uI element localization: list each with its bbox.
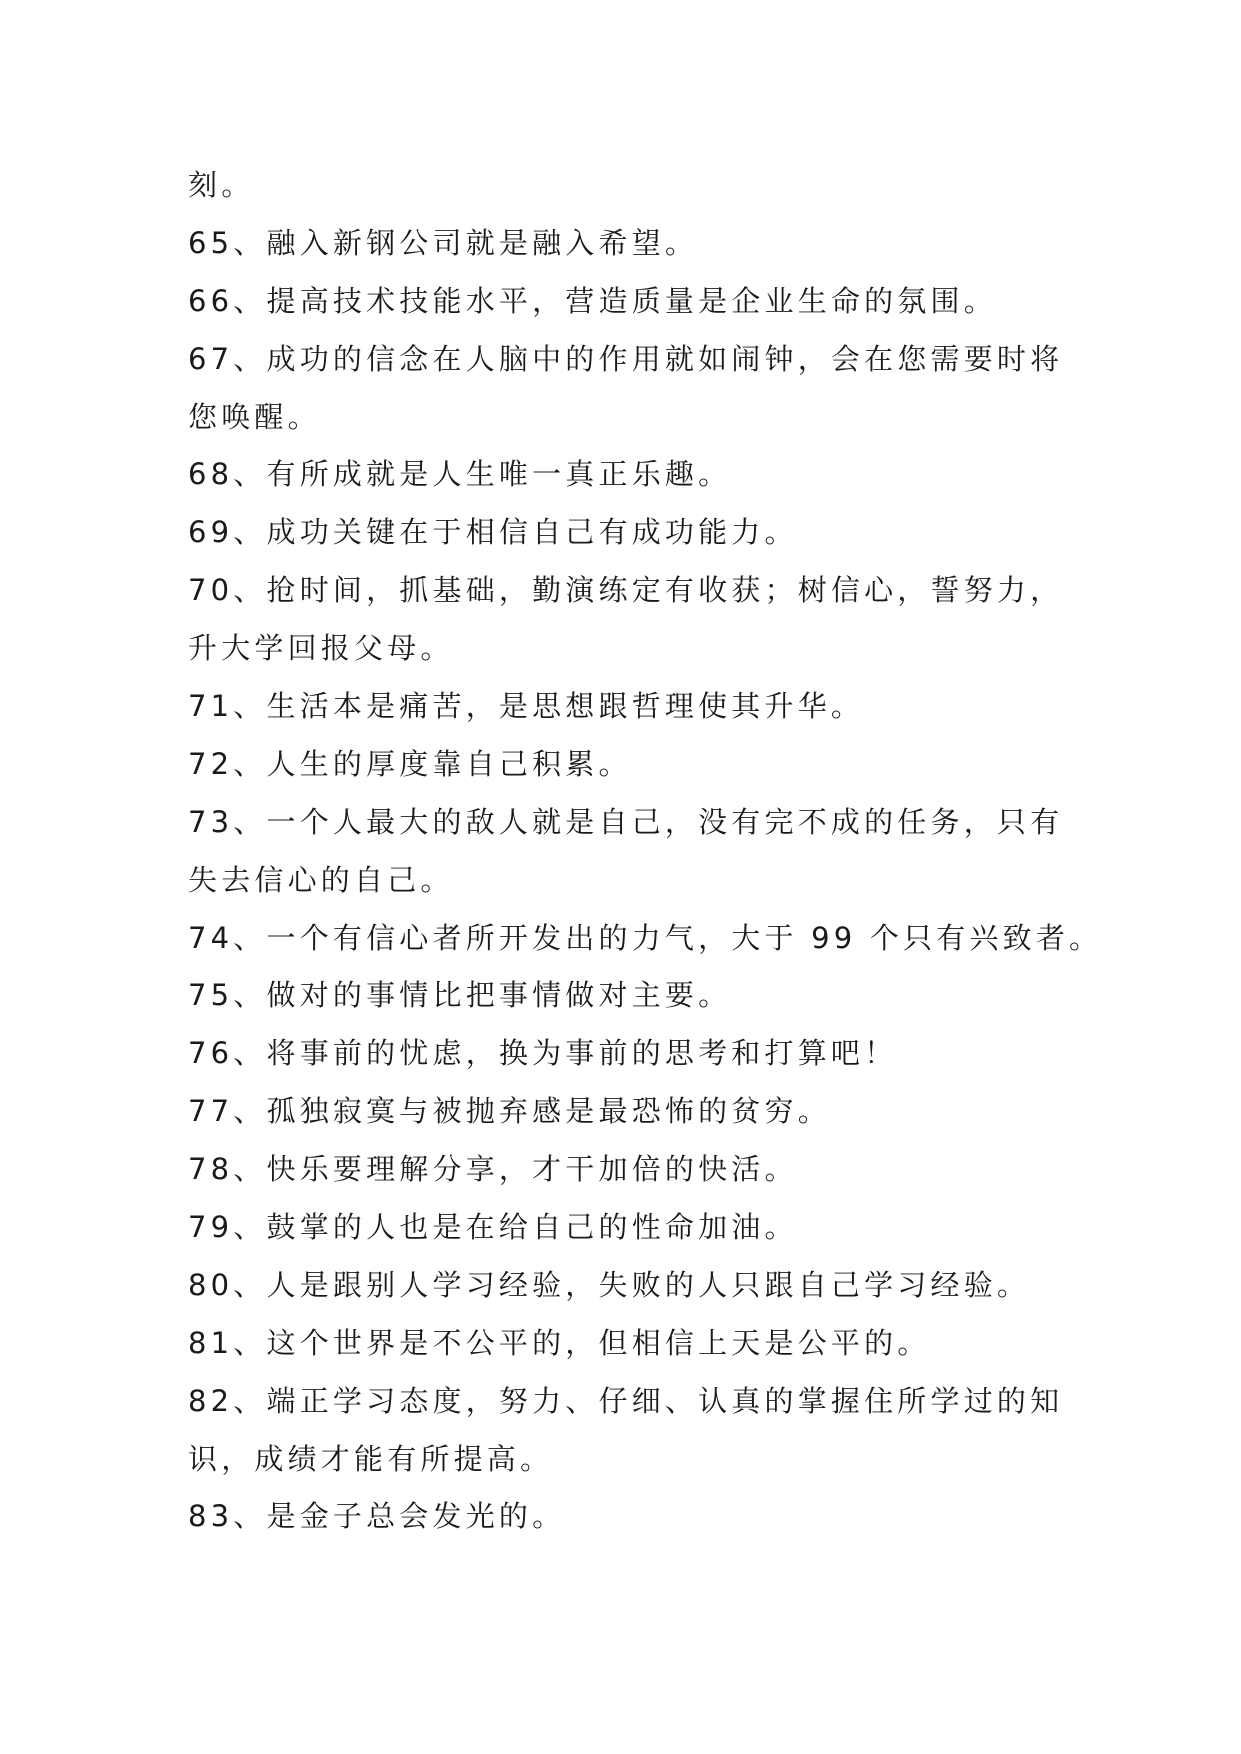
- text-line: 74、一个有信心者所开发出的力气，大于 99 个只有兴致者。: [188, 920, 1103, 955]
- text-line: 65、融入新钢公司就是融入希望。: [188, 225, 699, 260]
- text-line: 升大学回报父母。: [188, 631, 454, 666]
- text-line: 76、将事前的忧虑，换为事前的思考和打算吧！: [188, 1036, 898, 1071]
- document-body: [188, 157, 1103, 1546]
- text-line: 67、成功的信念在人脑中的作用就如闹钟，会在您需要时将: [188, 341, 1064, 376]
- text-line: 72、人生的厚度靠自己积累。: [188, 746, 632, 781]
- text-line: 刻。: [188, 168, 255, 202]
- text-line: 77、孤独寂寞与被抛弃感是最恐怖的贫穷。: [188, 1094, 831, 1129]
- text-line: 68、有所成就是人生唯一真正乐趣。: [188, 457, 732, 492]
- text-line: 您唤醒。: [188, 399, 321, 434]
- text-line: 75、做对的事情比把事情做对主要。: [188, 978, 732, 1013]
- text-line: 82、端正学习态度，努力、仔细、认真的掌握住所学过的知: [188, 1383, 1064, 1418]
- text-line: 失去信心的自己。: [188, 862, 454, 897]
- text-line: 80、人是跟别人学习经验，失败的人只跟自己学习经验。: [188, 1267, 1031, 1302]
- text-line: 识，成绩才能有所提高。: [188, 1441, 554, 1476]
- text-line: 83、是金子总会发光的。: [188, 1499, 566, 1534]
- text-line: 78、快乐要理解分享，才干加倍的快活。: [188, 1152, 798, 1187]
- text-line: 73、一个人最大的敌人就是自己，没有完不成的任务，只有: [188, 804, 1064, 839]
- text-line: 69、成功关键在于相信自己有成功能力。: [188, 515, 798, 550]
- text-line: 79、鼓掌的人也是在给自己的性命加油。: [188, 1210, 798, 1245]
- text-line: 71、生活本是痛苦，是思想跟哲理使其升华。: [188, 689, 865, 724]
- text-line: 81、这个世界是不公平的，但相信上天是公平的。: [188, 1325, 931, 1360]
- text-line: 70、抢时间，抓基础，勤演练定有收获；树信心，誓努力，: [188, 573, 1064, 608]
- text-line: 66、提高技术技能水平，营造质量是企业生命的氛围。: [188, 283, 997, 318]
